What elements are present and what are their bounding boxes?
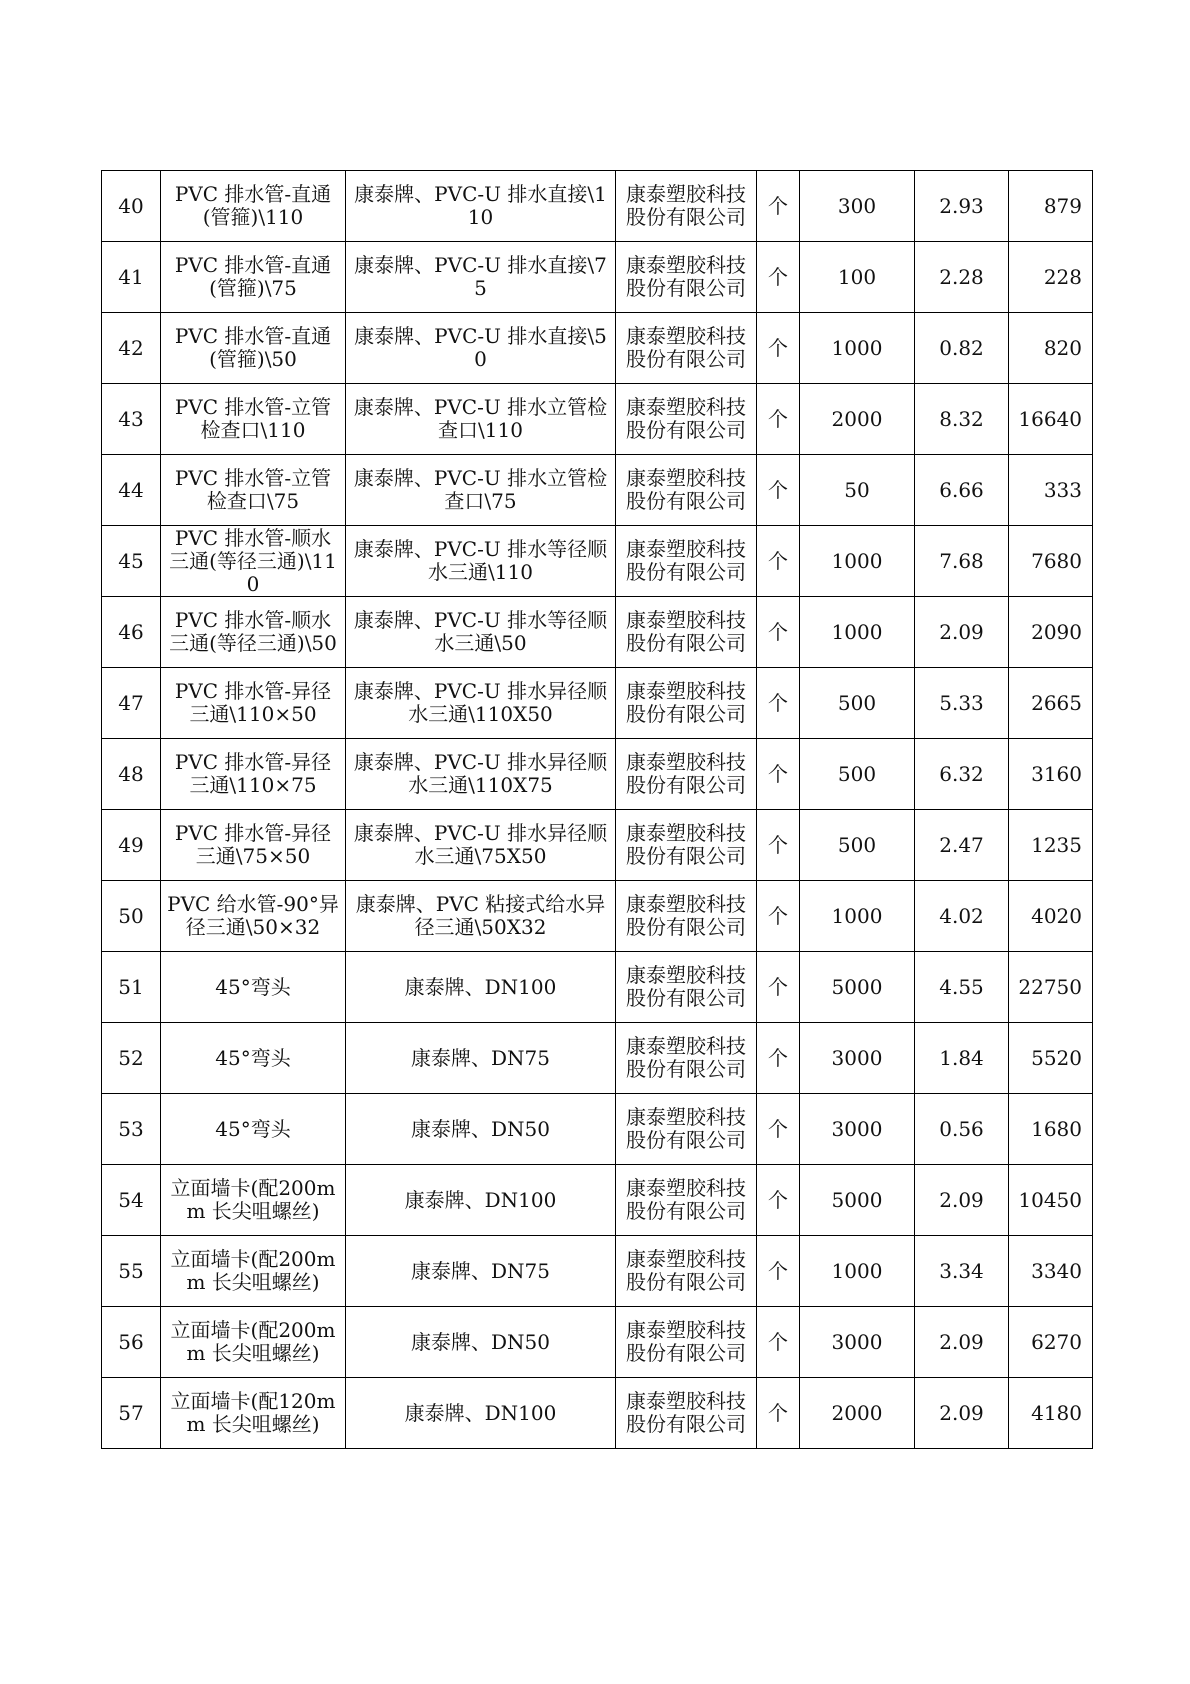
brand-spec-cell: 康泰牌、DN75	[346, 1236, 616, 1307]
unit-cell: 个	[757, 526, 800, 597]
manufacturer-cell: 康泰塑胶科技股份有限公司	[616, 881, 757, 952]
unit-price-cell: 2.09	[915, 1307, 1009, 1378]
unit-price-cell: 0.56	[915, 1094, 1009, 1165]
amount-cell: 228	[1009, 242, 1093, 313]
amount-cell: 4180	[1009, 1378, 1093, 1449]
unit-cell: 个	[757, 242, 800, 313]
table-row	[102, 313, 1093, 384]
brand-spec-cell: 康泰牌、DN100	[346, 1378, 616, 1449]
quantity-cell: 1000	[800, 313, 915, 384]
quantity-cell: 1000	[800, 526, 915, 597]
row-number-cell: 57	[102, 1378, 161, 1449]
unit-cell: 个	[757, 313, 800, 384]
unit-cell: 个	[757, 597, 800, 668]
unit-cell: 个	[757, 952, 800, 1023]
row-number-cell: 45	[102, 526, 161, 597]
quantity-cell: 1000	[800, 881, 915, 952]
quantity-cell: 1000	[800, 597, 915, 668]
unit-price-cell: 2.09	[915, 1165, 1009, 1236]
amount-cell: 5520	[1009, 1023, 1093, 1094]
unit-price-cell: 3.34	[915, 1236, 1009, 1307]
quantity-cell: 5000	[800, 952, 915, 1023]
item-name-cell: 45°弯头	[161, 952, 346, 1023]
table-row	[102, 881, 1093, 952]
manufacturer-cell: 康泰塑胶科技股份有限公司	[616, 597, 757, 668]
unit-cell: 个	[757, 1165, 800, 1236]
unit-price-cell: 2.28	[915, 242, 1009, 313]
quantity-cell: 300	[800, 171, 915, 242]
row-number-cell: 55	[102, 1236, 161, 1307]
quantity-cell: 2000	[800, 384, 915, 455]
unit-price-cell: 4.55	[915, 952, 1009, 1023]
manufacturer-cell: 康泰塑胶科技股份有限公司	[616, 526, 757, 597]
brand-spec-cell: 康泰牌、PVC-U 排水异径顺水三通\75X50	[346, 810, 616, 881]
amount-cell: 7680	[1009, 526, 1093, 597]
table-row	[102, 597, 1093, 668]
manufacturer-cell: 康泰塑胶科技股份有限公司	[616, 1165, 757, 1236]
brand-spec-cell: 康泰牌、DN75	[346, 1023, 616, 1094]
unit-cell: 个	[757, 455, 800, 526]
amount-cell: 16640	[1009, 384, 1093, 455]
brand-spec-cell: 康泰牌、PVC-U 排水直接\75	[346, 242, 616, 313]
unit-price-cell: 4.02	[915, 881, 1009, 952]
unit-price-cell: 5.33	[915, 668, 1009, 739]
row-number-cell: 44	[102, 455, 161, 526]
table-row	[102, 1023, 1093, 1094]
unit-cell: 个	[757, 1378, 800, 1449]
manufacturer-cell: 康泰塑胶科技股份有限公司	[616, 1094, 757, 1165]
row-number-cell: 46	[102, 597, 161, 668]
item-name-cell: 立面墙卡(配200mm 长尖咀螺丝)	[161, 1165, 346, 1236]
brand-spec-cell: 康泰牌、PVC-U 排水立管检查口\75	[346, 455, 616, 526]
table-body	[102, 171, 1093, 1449]
row-number-cell: 47	[102, 668, 161, 739]
manufacturer-cell: 康泰塑胶科技股份有限公司	[616, 171, 757, 242]
table-row	[102, 1094, 1093, 1165]
unit-price-cell: 8.32	[915, 384, 1009, 455]
unit-cell: 个	[757, 881, 800, 952]
unit-cell: 个	[757, 384, 800, 455]
item-name-cell: 立面墙卡(配200mm 长尖咀螺丝)	[161, 1236, 346, 1307]
amount-cell: 333	[1009, 455, 1093, 526]
unit-price-cell: 2.93	[915, 171, 1009, 242]
item-name-cell: PVC 排水管-直通(管箍)\110	[161, 171, 346, 242]
table-row	[102, 952, 1093, 1023]
unit-price-cell: 6.32	[915, 739, 1009, 810]
item-name-cell: PVC 排水管-立管检查口\110	[161, 384, 346, 455]
unit-cell: 个	[757, 1023, 800, 1094]
table-row	[102, 810, 1093, 881]
amount-cell: 3160	[1009, 739, 1093, 810]
item-name-cell: PVC 排水管-顺水三通(等径三通)\50	[161, 597, 346, 668]
row-number-cell: 49	[102, 810, 161, 881]
item-name-cell: 45°弯头	[161, 1094, 346, 1165]
unit-cell: 个	[757, 668, 800, 739]
unit-price-cell: 6.66	[915, 455, 1009, 526]
unit-price-cell: 0.82	[915, 313, 1009, 384]
amount-cell: 3340	[1009, 1236, 1093, 1307]
table-row	[102, 242, 1093, 313]
table-row	[102, 455, 1093, 526]
quantity-cell: 500	[800, 668, 915, 739]
unit-cell: 个	[757, 1236, 800, 1307]
manufacturer-cell: 康泰塑胶科技股份有限公司	[616, 313, 757, 384]
amount-cell: 1680	[1009, 1094, 1093, 1165]
quantity-cell: 2000	[800, 1378, 915, 1449]
manufacturer-cell: 康泰塑胶科技股份有限公司	[616, 1307, 757, 1378]
table-row	[102, 1236, 1093, 1307]
manufacturer-cell: 康泰塑胶科技股份有限公司	[616, 668, 757, 739]
table-row	[102, 739, 1093, 810]
brand-spec-cell: 康泰牌、PVC-U 排水直接\110	[346, 171, 616, 242]
row-number-cell: 42	[102, 313, 161, 384]
brand-spec-cell: 康泰牌、DN100	[346, 1165, 616, 1236]
table-row	[102, 1307, 1093, 1378]
unit-cell: 个	[757, 739, 800, 810]
quantity-cell: 500	[800, 810, 915, 881]
brand-spec-cell: 康泰牌、PVC-U 排水等径顺水三通\110	[346, 526, 616, 597]
unit-price-cell: 2.09	[915, 597, 1009, 668]
item-name-cell: PVC 排水管-直通(管箍)\75	[161, 242, 346, 313]
quantity-cell: 3000	[800, 1094, 915, 1165]
row-number-cell: 56	[102, 1307, 161, 1378]
row-number-cell: 40	[102, 171, 161, 242]
table-row	[102, 1165, 1093, 1236]
brand-spec-cell: 康泰牌、PVC-U 排水异径顺水三通\110X50	[346, 668, 616, 739]
amount-cell: 1235	[1009, 810, 1093, 881]
unit-price-cell: 7.68	[915, 526, 1009, 597]
item-name-cell: 立面墙卡(配200mm 长尖咀螺丝)	[161, 1307, 346, 1378]
brand-spec-cell: 康泰牌、PVC-U 排水异径顺水三通\110X75	[346, 739, 616, 810]
quantity-cell: 3000	[800, 1023, 915, 1094]
item-name-cell: PVC 排水管-异径三通\110×50	[161, 668, 346, 739]
unit-cell: 个	[757, 1307, 800, 1378]
amount-cell: 10450	[1009, 1165, 1093, 1236]
item-name-cell: 立面墙卡(配120mm 长尖咀螺丝)	[161, 1378, 346, 1449]
amount-cell: 820	[1009, 313, 1093, 384]
manufacturer-cell: 康泰塑胶科技股份有限公司	[616, 810, 757, 881]
amount-cell: 6270	[1009, 1307, 1093, 1378]
unit-price-cell: 2.09	[915, 1378, 1009, 1449]
amount-cell: 2090	[1009, 597, 1093, 668]
brand-spec-cell: 康泰牌、PVC-U 排水直接\50	[346, 313, 616, 384]
amount-cell: 4020	[1009, 881, 1093, 952]
amount-cell: 22750	[1009, 952, 1093, 1023]
item-name-cell: PVC 给水管-90°异径三通\50×32	[161, 881, 346, 952]
manufacturer-cell: 康泰塑胶科技股份有限公司	[616, 1378, 757, 1449]
amount-cell: 879	[1009, 171, 1093, 242]
brand-spec-cell: 康泰牌、PVC-U 排水立管检查口\110	[346, 384, 616, 455]
item-name-cell: PVC 排水管-异径三通\110×75	[161, 739, 346, 810]
brand-spec-cell: 康泰牌、DN50	[346, 1094, 616, 1165]
item-name-cell: PVC 排水管-直通(管箍)\50	[161, 313, 346, 384]
manufacturer-cell: 康泰塑胶科技股份有限公司	[616, 952, 757, 1023]
table-row	[102, 384, 1093, 455]
quantity-cell: 500	[800, 739, 915, 810]
item-name-cell: PVC 排水管-立管检查口\75	[161, 455, 346, 526]
brand-spec-cell: 康泰牌、DN100	[346, 952, 616, 1023]
row-number-cell: 54	[102, 1165, 161, 1236]
row-number-cell: 43	[102, 384, 161, 455]
manufacturer-cell: 康泰塑胶科技股份有限公司	[616, 1236, 757, 1307]
unit-cell: 个	[757, 810, 800, 881]
brand-spec-cell: 康泰牌、DN50	[346, 1307, 616, 1378]
quantity-cell: 50	[800, 455, 915, 526]
quantity-cell: 5000	[800, 1165, 915, 1236]
row-number-cell: 53	[102, 1094, 161, 1165]
table-row	[102, 1378, 1093, 1449]
quantity-cell: 3000	[800, 1307, 915, 1378]
table-row	[102, 171, 1093, 242]
row-number-cell: 41	[102, 242, 161, 313]
table-row	[102, 668, 1093, 739]
unit-cell: 个	[757, 1094, 800, 1165]
manufacturer-cell: 康泰塑胶科技股份有限公司	[616, 739, 757, 810]
price-list-table	[101, 170, 1093, 1449]
manufacturer-cell: 康泰塑胶科技股份有限公司	[616, 455, 757, 526]
unit-cell: 个	[757, 171, 800, 242]
amount-cell: 2665	[1009, 668, 1093, 739]
quantity-cell: 1000	[800, 1236, 915, 1307]
row-number-cell: 50	[102, 881, 161, 952]
manufacturer-cell: 康泰塑胶科技股份有限公司	[616, 384, 757, 455]
item-name-cell: PVC 排水管-顺水三通(等径三通)\110	[161, 526, 346, 597]
item-name-cell: 45°弯头	[161, 1023, 346, 1094]
row-number-cell: 52	[102, 1023, 161, 1094]
unit-price-cell: 2.47	[915, 810, 1009, 881]
unit-price-cell: 1.84	[915, 1023, 1009, 1094]
row-number-cell: 51	[102, 952, 161, 1023]
brand-spec-cell: 康泰牌、PVC-U 排水等径顺水三通\50	[346, 597, 616, 668]
manufacturer-cell: 康泰塑胶科技股份有限公司	[616, 1023, 757, 1094]
item-name-cell: PVC 排水管-异径三通\75×50	[161, 810, 346, 881]
quantity-cell: 100	[800, 242, 915, 313]
brand-spec-cell: 康泰牌、PVC 粘接式给水异径三通\50X32	[346, 881, 616, 952]
row-number-cell: 48	[102, 739, 161, 810]
table-row	[102, 526, 1093, 597]
manufacturer-cell: 康泰塑胶科技股份有限公司	[616, 242, 757, 313]
